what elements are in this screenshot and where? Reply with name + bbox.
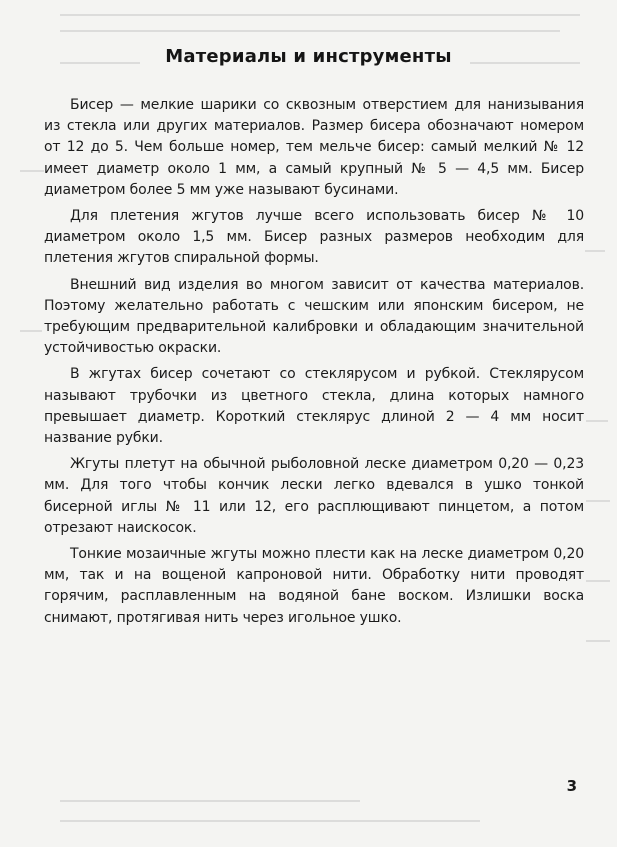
paragraph-bead-size: Для плетения жгутов лучше всего использовать бисер № 10 диаметром около 1,5 мм. Бисер разных размеров необходим для плетения жгутов спиральной формы. [44,208,584,267]
paragraph-material-quality: Внешний вид изделия во многом зависит от качества материалов. Поэтому желательно работать с чешским или японским бисером, не требующим предварительной калибровки и обладающим значительной устойчивостью окраски. [44,276,584,357]
paragraph-beads: Бисер — мелкие шарики со сквозным отверстием для нанизывания из стекла или других материалов. Размер бисера обозначают номером от 12 до 5. Чем больше номер, тем мельче бисер: самый мелкий № 12 имеет диаметр около 1 мм, а самый крупный № 5 — 4,5 мм. Бисер диаметром более 5 мм уже называют бусинами. [44,97,584,198]
page-number: 3 [566,777,577,795]
paragraph-nylon-thread: Тонкие мозаичные жгуты можно плести как на леске диаметром 0,20 мм, так и на вощеной капроновой нити. Обработку нити проводят горячим, расплавленным на водяной бане воском. Излишки воска снимают, протягивая нить через игольное ушко. [44,546,584,626]
body-text [44,95,584,634]
paragraph-bugle-beads: В жгутах бисер сочетают со стеклярусом и рубкой. Стеклярусом называют трубочки из цветного стекла, длина которых намного превышает диаметр. Короткий стеклярус длиной 2 — 4 мм носит название рубки. [44,366,584,447]
page-title: Материалы и инструменты [165,46,452,67]
paragraph-fishing-line: Жгуты плетут на обычной рыболовной леске диаметром 0,20 — 0,23 мм. Для того чтобы кончик лески легко вдевался в ушко тонкой бисерной иглы № 11 или 12, его расплющивают пинцетом, а потом отрезают наискосок. [44,456,584,536]
